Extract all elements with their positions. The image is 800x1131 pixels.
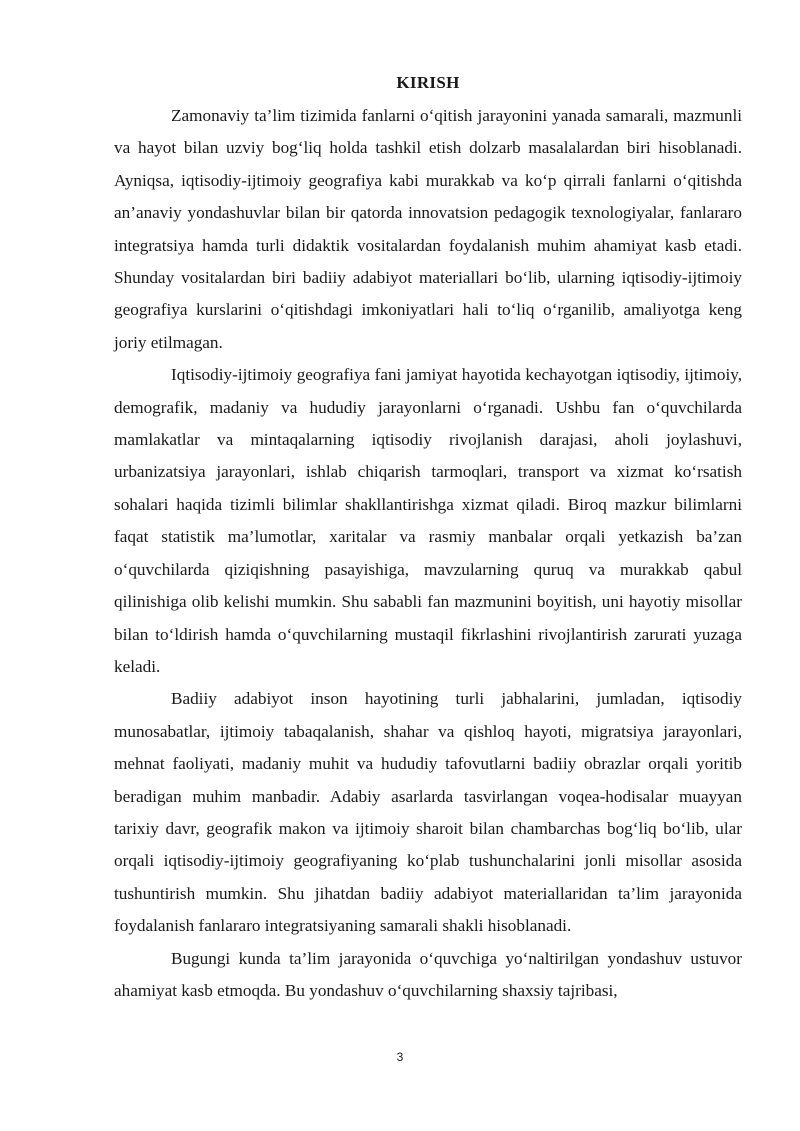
document-page <box>114 72 742 1007</box>
page-number: 3 <box>396 1050 404 1064</box>
paragraph-4: Bugungi kunda ta’lim jarayonida o‘quvchiga yo‘naltirilgan yondashuv ustuvor ahamiyat kasb etmoqda. Bu yondashuv o‘quvchilarning shaxsiy tajribasi, <box>114 948 742 1000</box>
section-heading: KIRISH <box>396 73 460 92</box>
paragraph-1: Zamonaviy ta’lim tizimida fanlarni o‘qitish jarayonini yanada samarali, mazmunli va hayot bilan uzviy bog‘liq holda tashkil etish dolzarb masalalardan biri hisoblanadi. Ayniqsa, iqtisodiy-ijtimoiy geografiya kabi murakkab va ko‘p qirrali fanlarni o‘qitishda an’anaviy yondashuvlar bilan bir qatorda innovatsion pedagogik texnologiyalar, fanlararo integratsiya hamda turli didaktik vositalardan foydalanish muhim ahamiyat kasb etadi. Shunday vositalardan biri badiiy adabiyot materiallari bo‘lib, ularning iqtisodiy-ijtimoiy geografiya kurslarini o‘qitishdagi imkoniyatlari hali to‘liq o‘rganilib, amaliyotga keng joriy etilmagan. <box>114 106 742 352</box>
paragraph-2: Iqtisodiy-ijtimoiy geografiya fani jamiyat hayotida kechayotgan iqtisodiy, ijtimoiy, demografik, madaniy va hududiy jarayonlarni o‘rganadi. Ushbu fan o‘quvchilarda mamlakatlar va mintaqalarning iqtisodiy rivojlanish darajasi, aholi joylashuvi, urbanizatsiya jarayonlari, ishlab chiqarish tarmoqlari, transport va xizmat ko‘rsatish sohalari haqida tizimli bilimlar shakllantirishga xizmat qiladi. Biroq mazkur bilimlarni faqat statistik ma’lumotlar, xaritalar va rasmiy manbalar orqali yetkazish ba’zan o‘quvchilarda qiziqishning pasayishiga, mavzularning quruq va murakkab qabul qilinishiga olib kelishi mumkin. Shu sababli fan mazmunini boyitish, uni hayotiy misollar bilan to‘ldirish hamda o‘quvchilarning mustaqil fikrlashini rivojlantirish zarurati yuzaga keladi. <box>114 365 742 676</box>
paragraph-3: Badiiy adabiyot inson hayotining turli jabhalarini, jumladan, iqtisodiy munosabatlar, ijtimoiy tabaqalanish, shahar va qishloq hayoti, migratsiya jarayonlari, mehnat faoliyati, madaniy muhit va hududiy tafovutlarni badiiy obrazlar orqali yoritib beradigan muhim manbadir. Adabiy asarlarda tasvirlangan voqea-hodisalar muayyan tarixiy davr, geografik makon va ijtimoiy sharoit bilan chambarchas bog‘liq bo‘lib, ular orqali iqtisodiy-ijtimoiy geografiyaning ko‘plab tushunchalarini jonli misollar asosida tushuntirish mumkin. Shu jihatdan badiiy adabiyot materiallaridan ta’lim jarayonida foydalanish fanlararo integratsiyaning samarali shakli hisoblanadi. <box>114 689 742 936</box>
